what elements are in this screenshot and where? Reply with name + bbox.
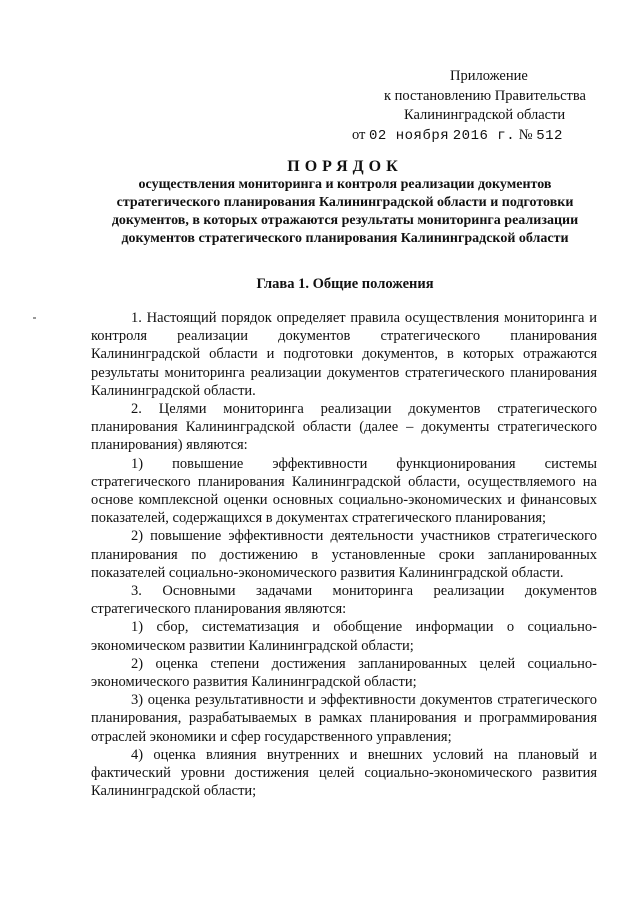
date-value: 02 ноября	[369, 127, 450, 144]
paragraph: 2. Целями мониторинга реализации документов стратегического планирования Калининградской области (далее – документы стратегического планирования) являются:	[91, 401, 597, 454]
margin-dot	[33, 317, 36, 319]
appendix-block	[352, 67, 602, 146]
appendix-resolution: к постановлению Правительства	[384, 87, 586, 104]
appendix-date-line	[352, 126, 602, 147]
document-title: ПОРЯДОК	[287, 158, 403, 175]
appendix-label: Приложение	[450, 68, 528, 84]
list-item: 1) сбор, систематизация и обобщение информации о социально-экономическом развитии Калининградской области;	[91, 619, 597, 654]
date-prefix: от	[352, 126, 366, 143]
chapter-heading: Глава 1. Общие положения	[256, 276, 434, 292]
number-prefix: №	[518, 126, 533, 143]
list-item: 2) оценка степени достижения запланированных целей социально-экономического развития Калининградской области;	[91, 655, 597, 691]
paragraph: 1. Настоящий порядок определяет правила осуществления мониторинга и контроля реализации документов стратегического планирования Калининградской области и подготовки документов, в которых отражаются результаты мониторинга реализации документов стратегического планирования Калининградской области.	[91, 310, 597, 399]
document-body	[91, 309, 597, 800]
list-item: 2) повышение эффективности деятельности участников стратегического планирования по достижению в установленные сроки запланированных показателей социально-экономического развития Калининградской области.	[91, 528, 597, 581]
number-value: 512	[536, 127, 563, 144]
list-item: 4) оценка влияния внутренних и внешних условий на плановый и фактический уровни достижения целей социально-экономического развития Калининградской области;	[91, 746, 597, 800]
year-value: 2016 г.	[452, 127, 516, 144]
appendix-region: Калининградской области	[404, 107, 566, 123]
document-subtitle: осуществления мониторинга и контроля реализации документов стратегического планирования Калининградской области и подготовки документов, в которых отражаются результаты мониторинга реализации документов стратегического планирования Калининградской области	[111, 177, 579, 246]
list-item: 3) оценка результативности и эффективности документов стратегического планирования, разрабатываемых в рамках планирования и программирования отраслей экономики и сфер государственного управления;	[91, 692, 597, 745]
paragraph: 3. Основными задачами мониторинга реализации документов стратегического планирования являются:	[91, 583, 597, 618]
list-item: 1) повышение эффективности функционирования системы стратегического планирования Калининградской области, осуществляемого на основе комплексной оценки основных социально-экономических и финансовых показателей, содержащихся в документах стратегического планирования;	[91, 455, 597, 527]
